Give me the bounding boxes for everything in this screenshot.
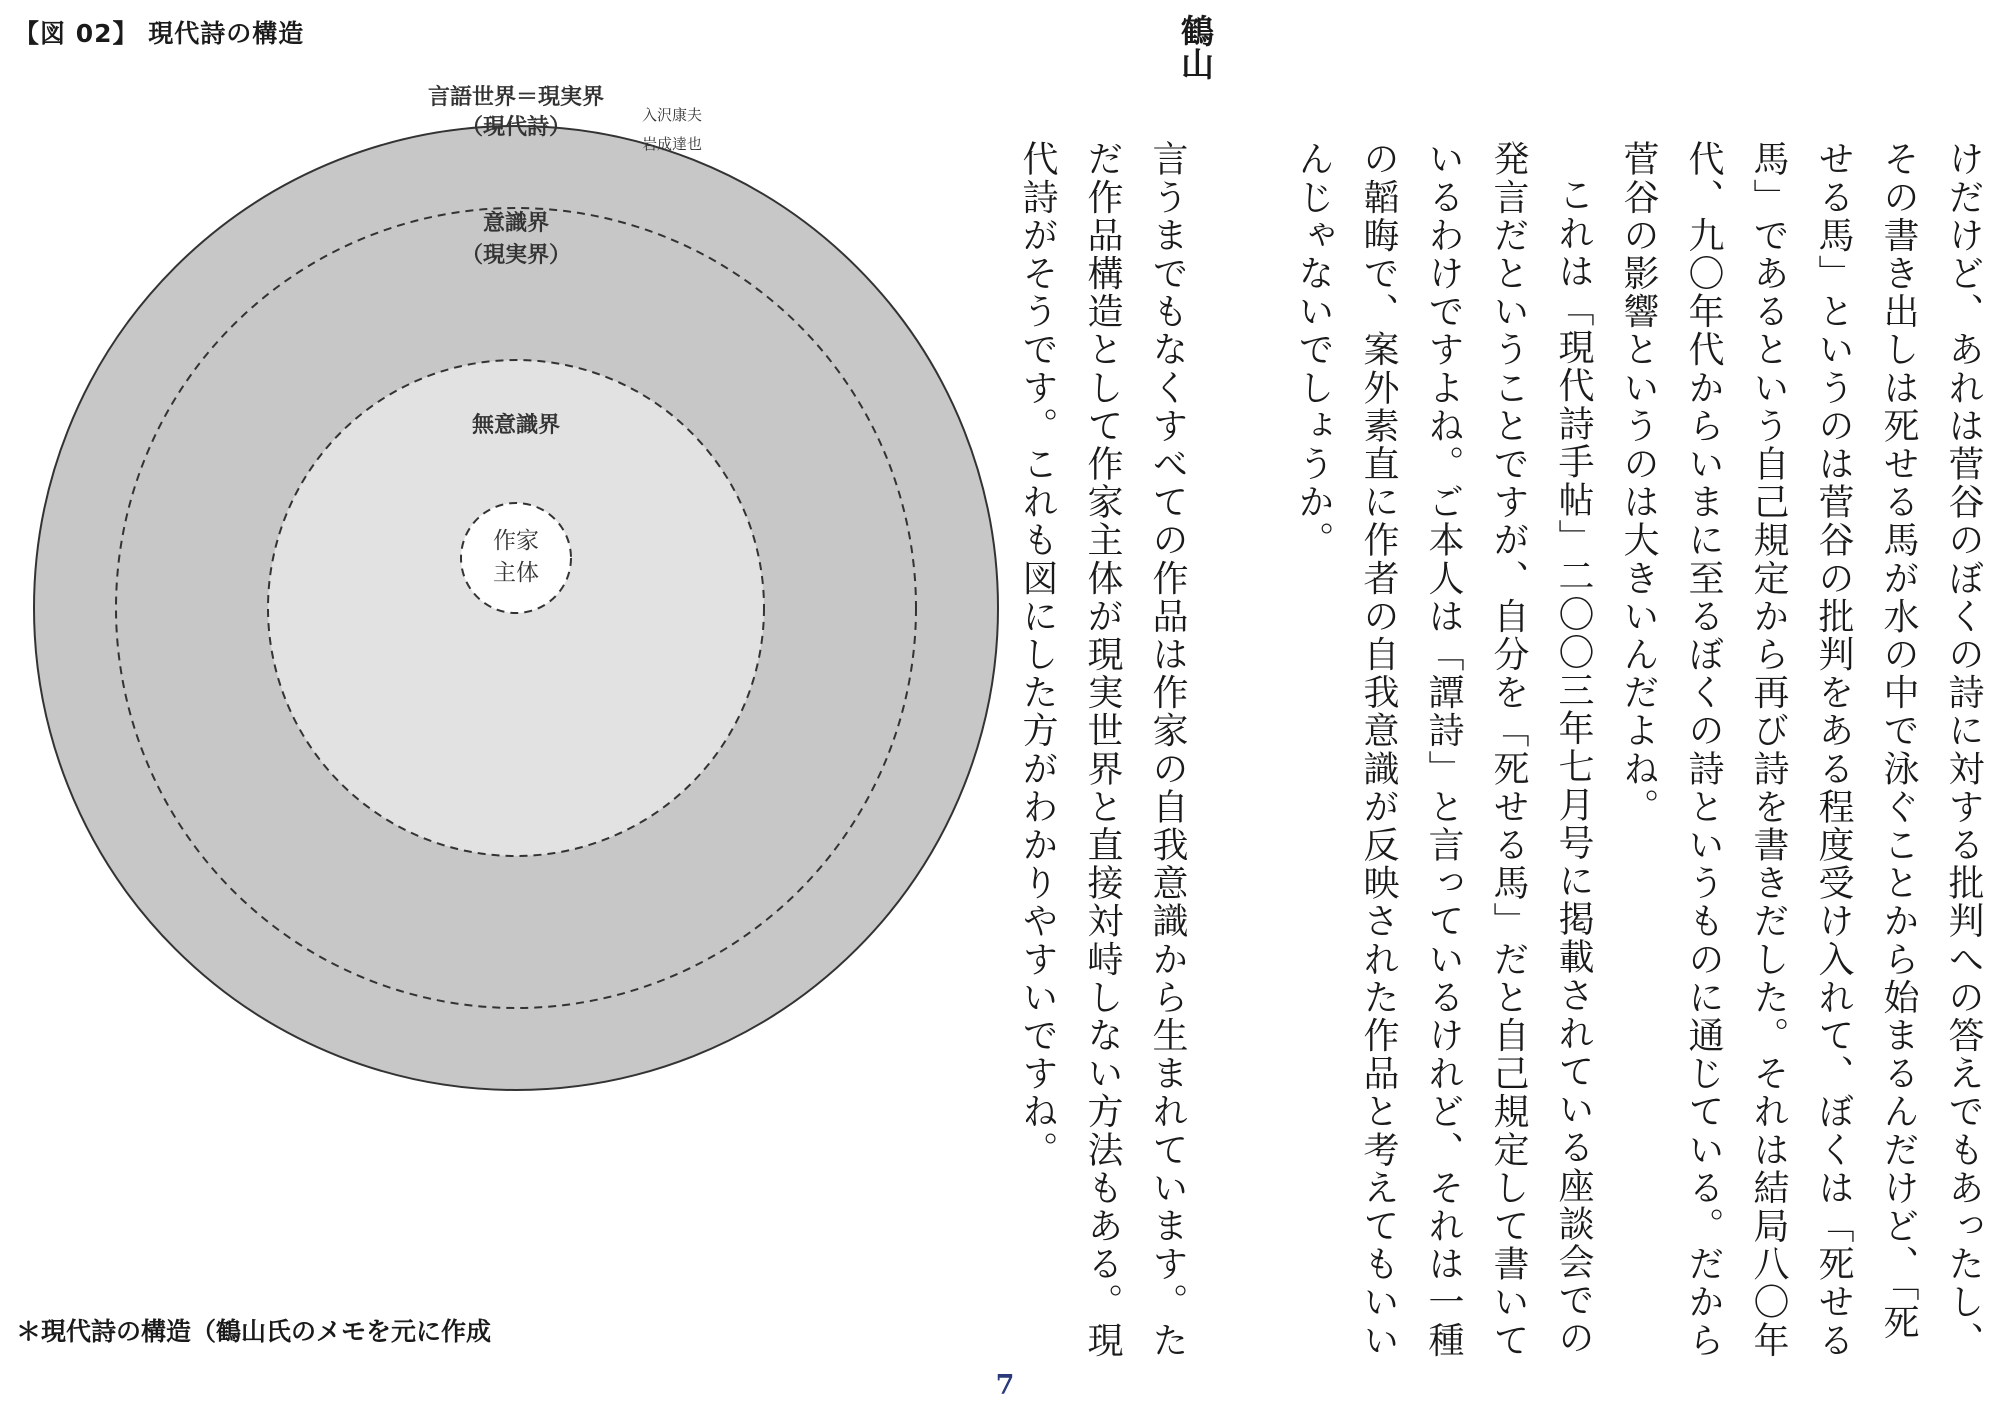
paragraph: 言うまでもなくすべての作品は作家の自我意識から生まれています。ただ作品構造として作家主体が現実世界と直接対峙しない方法もある。現代詩がそうです。これも図にした方がわかりやすいですね。 bbox=[1017, 140, 1188, 1360]
paragraph: これは「現代詩手帖」二〇〇三年七月号に掲載されている座談会での発言だということですが、自分を「死せる馬」だと自己規定して書いているわけですよね。ご本人は「譚詩」と言っているけれど、それは一種の韜晦で、案外素直に作者の自我意識が反映された作品と考えてもいいんじゃないでしょうか。 bbox=[1293, 140, 1594, 1360]
article-block-left bbox=[1005, 140, 1200, 1370]
poet-name-2: 岩成達也 bbox=[641, 135, 703, 153]
figure-title: 【図 02】 現代詩の構造 bbox=[14, 19, 305, 48]
outer-label-line2: （現代詩） bbox=[460, 115, 572, 140]
mid-label-line2: （現実界） bbox=[460, 243, 572, 268]
core-label-line1: 作家 bbox=[493, 528, 539, 554]
mid-label-line1: 意識界 bbox=[482, 211, 550, 236]
poetry-structure-diagram bbox=[0, 0, 1000, 1300]
figure-caption: ＊現代詩の構造（鶴山氏のメモを元に作成 bbox=[16, 1317, 492, 1346]
page-number: 7 bbox=[995, 1370, 1015, 1401]
core-circle-author-subject bbox=[461, 503, 571, 613]
paragraph: けだけど、あれは菅谷のぼくの詩に対する批判への答えでもあったし、その書き出しは死せる馬が水の中で泳ぐことから始まるんだけど、「死せる馬」というのは菅谷の批判をある程度受け入れて、ぼくは「死せる馬」であるという自己規定から再び詩を書きだした。それは結局八〇年代、九〇年代からいまに至るぼくの詩というものに通じている。だから菅谷の影響というのは大きいんだよね。 bbox=[1618, 140, 1984, 1360]
speaker-name: 鶴山 bbox=[1176, 14, 1215, 80]
article-block-right bbox=[1281, 140, 1996, 1370]
core-label-line2: 主体 bbox=[493, 560, 539, 586]
poet-name-1: 入沢康夫 bbox=[641, 106, 703, 124]
outer-label-line1: 言語世界＝現実界 bbox=[427, 85, 605, 110]
inner-label: 無意識界 bbox=[471, 413, 561, 438]
